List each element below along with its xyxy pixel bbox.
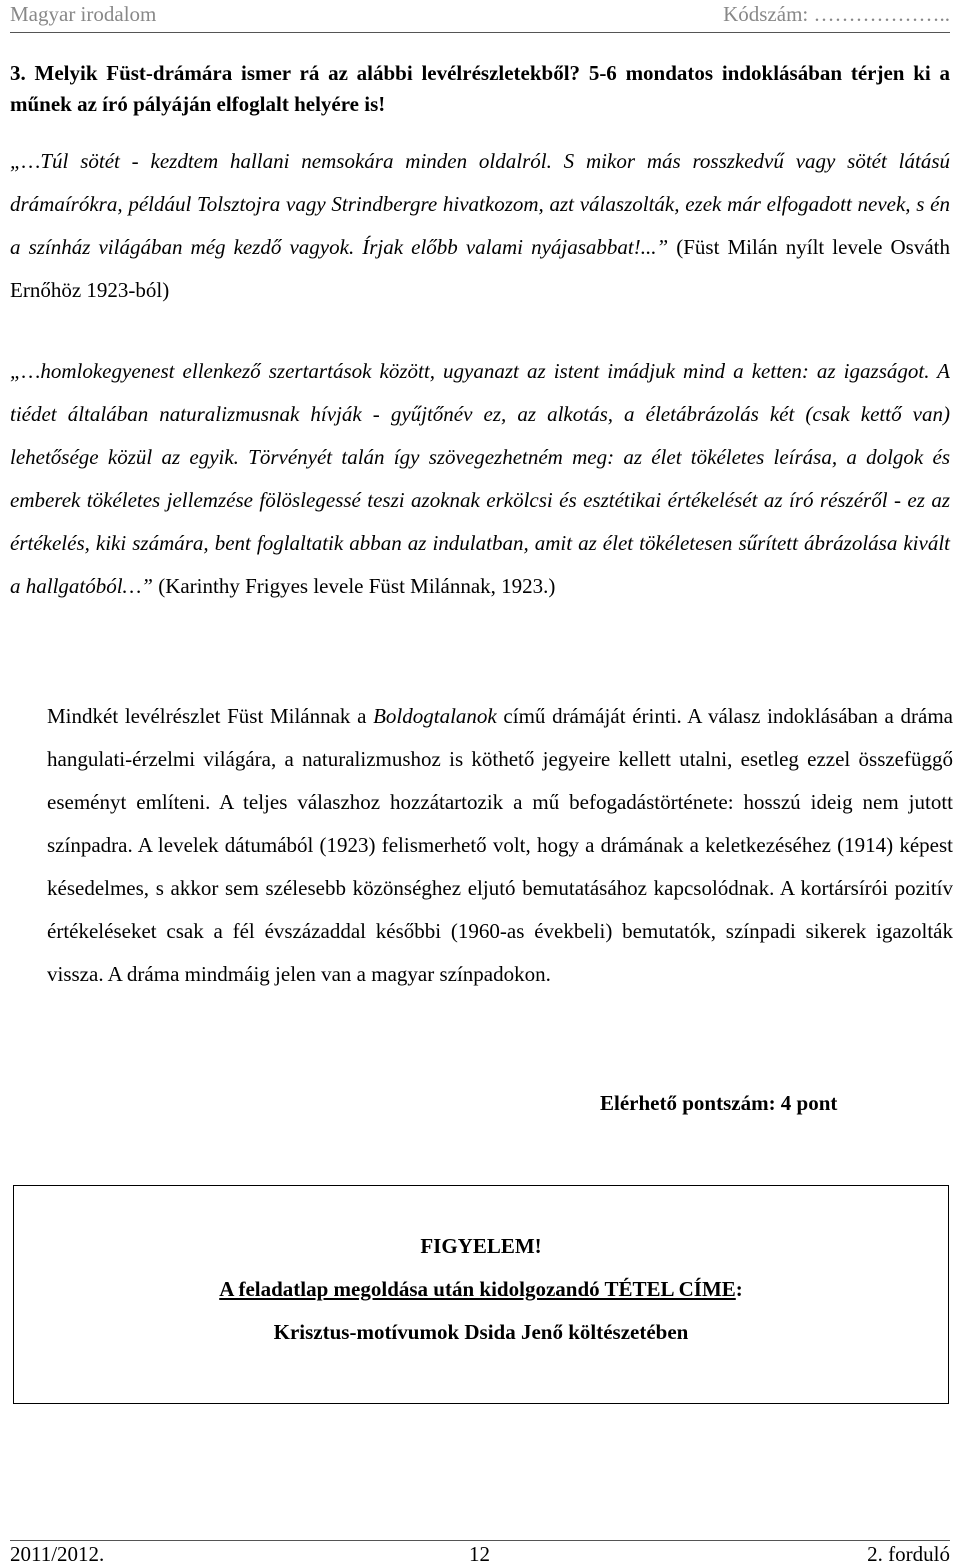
- quote-karinthy-source: (Karinthy Frigyes levele Füst Milánnak, 1923.): [152, 574, 556, 598]
- score-label: Elérhető pontszám: 4 pont: [600, 1091, 838, 1115]
- header-code-label: Kódszám: ………………..: [723, 2, 950, 26]
- answer-paragraph: [47, 695, 953, 996]
- attention-instruction: [13, 1275, 949, 1303]
- footer-year: 2011/2012.: [10, 1542, 105, 1566]
- question-text: 3. Melyik Füst-drámára ismer rá az alábbi levélrészletekből? 5-6 mondatos indoklásában térjen ki a műnek az író pályáján elfoglalt helyére is!: [10, 61, 950, 116]
- drama-title: Boldogtalanok: [373, 704, 497, 728]
- answer-intro: Mindkét levélrészlet Füst Milánnak a: [47, 704, 374, 728]
- attention-instruction-text: A feladatlap megoldása után kidolgozandó TÉTEL CÍME: [219, 1277, 736, 1301]
- header-subject: Magyar irodalom: [10, 2, 157, 26]
- quote-osvath-source: (Füst Milán nyílt levele Osváth Ernőhöz 1923-ból): [10, 235, 950, 302]
- quote-osvath-text: „…Túl sötét - kezdtem hallani nemsokára minden oldalról. S mikor más rosszkedvű vagy sötét látású drámaírókra, például Tolsztojra vagy Strindbergre hivatkozom, azt válaszolták, ezek már elfogadott nevek, s én a színház világában még kezdő vagyok. Írjak előbb valami nyájasabbat!...”: [10, 149, 950, 259]
- quote-osvath: [10, 140, 950, 312]
- quote-karinthy: [10, 350, 950, 608]
- attention-instruction-colon: :: [735, 1277, 743, 1301]
- footer-divider: [10, 1540, 950, 1541]
- header-divider: [10, 32, 950, 33]
- essay-topic: Krisztus-motívumok Dsida Jenő költészetében: [273, 1320, 689, 1344]
- quote-karinthy-text: „…homlokegyenest ellenkező szertartások között, ugyanazt az istent imádjuk mind a ketten: az igazságot. A tiédet általában naturalizmusnak hívják - gyűjtőnév ez, az alkotás, a életábrázolás két (csak kettő van) lehetősége közül az egyik. Törvényét talán így szövegezhetném meg: az élet tökéletes leírása, a dolgok és emberek tökéletes jellemzése fölöslegessé teszi azoknak erkölcsi és esztétikai értékelését az író részéről - ez az értékelés, kiki számára, bent foglaltatik abban az indulatban, amit az élet tökéletesen sűrített ábrázolása kivált a hallgatóból…”: [10, 359, 950, 598]
- footer-round: 2. forduló: [867, 1542, 950, 1566]
- answer-body: című drámáját érinti. A válasz indoklásában a dráma hangulati-érzelmi világára, a naturalizmushoz is köthető jegyeire kellett utalni, esetleg ezzel összefüggő eseményt említeni. A teljes válaszhoz hozzátartozik a mű befogadástörténete: hosszú ideig nem jutott színpadra. A levelek dátumából (1923) felismerhető volt, hogy a drámának a keletkezéséhez (1914) képest késedelmes, s akkor sem szélesebb közönséghez eljutó bemutatásához kapcsolódnak. A kortársírói pozitív értékeléseket csak a fél évszázaddal későbbi (1960-as évekbeli) bemutatók, színpadi sikerek igazolták vissza. A dráma mindmáig jelen van a magyar színpadokon.: [47, 704, 953, 986]
- page-number: 12: [469, 1542, 490, 1566]
- attention-heading: FIGYELEM!: [420, 1234, 542, 1258]
